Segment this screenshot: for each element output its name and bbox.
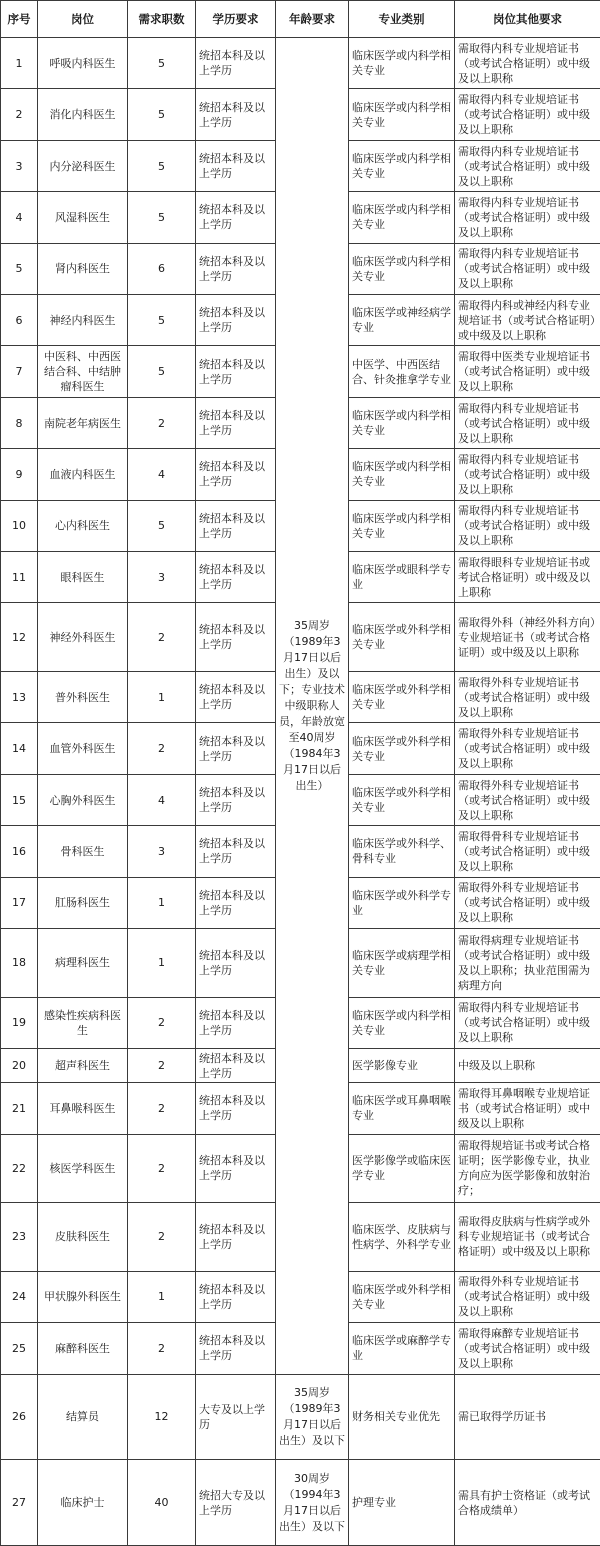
headcount: 1 — [128, 672, 196, 723]
major-req: 财务相关专业优先 — [349, 1374, 455, 1460]
major-req: 临床医学或内科学相关专业 — [349, 38, 455, 89]
education-req: 统招本科及以上学历 — [196, 672, 276, 723]
age-req: 30周岁（1994年3月17日以后出生）及以下 — [276, 1460, 349, 1546]
headcount: 2 — [128, 397, 196, 448]
header-post: 岗位 — [38, 1, 128, 38]
post-name: 血管外科医生 — [38, 723, 128, 774]
row-number: 6 — [1, 295, 38, 346]
education-req: 统招本科及以上学历 — [196, 723, 276, 774]
other-req: 需取得内科专业规培证书（或考试合格证明）或中级及以上职称 — [455, 192, 600, 243]
post-name: 结算员 — [38, 1374, 128, 1460]
major-req: 临床医学或麻醉学专业 — [349, 1323, 455, 1374]
headcount: 2 — [128, 1048, 196, 1082]
other-req: 需取得麻醉专业规培证书（或考试合格证明）或中级及以上职称 — [455, 1323, 600, 1374]
post-name: 神经内科医生 — [38, 295, 128, 346]
education-req: 统招本科及以上学历 — [196, 89, 276, 140]
headcount: 5 — [128, 346, 196, 397]
row-number: 25 — [1, 1323, 38, 1374]
post-name: 超声科医生 — [38, 1048, 128, 1082]
headcount: 5 — [128, 192, 196, 243]
row-number: 23 — [1, 1203, 38, 1272]
education-req: 统招本科及以上学历 — [196, 500, 276, 551]
headcount: 2 — [128, 1134, 196, 1203]
table-row — [1, 38, 600, 89]
header-age: 年龄要求 — [276, 1, 349, 38]
post-name: 风湿科医生 — [38, 192, 128, 243]
major-req: 临床医学或内科学相关专业 — [349, 89, 455, 140]
post-name: 病理科医生 — [38, 929, 128, 998]
row-number: 19 — [1, 997, 38, 1048]
headcount: 1 — [128, 929, 196, 998]
post-name: 肾内科医生 — [38, 243, 128, 294]
row-number: 10 — [1, 500, 38, 551]
headcount: 5 — [128, 38, 196, 89]
headcount: 2 — [128, 1203, 196, 1272]
header-no: 序号 — [1, 1, 38, 38]
major-req: 临床医学或外科学相关专业 — [349, 723, 455, 774]
other-req: 需取得外科专业规培证书（或考试合格证明）或中级及以上职称 — [455, 877, 600, 928]
education-req: 统招大专及以上学历 — [196, 1460, 276, 1546]
post-name: 皮肤科医生 — [38, 1203, 128, 1272]
other-req: 需取得外科专业规培证书（或考试合格证明）或中级及以上职称 — [455, 1271, 600, 1322]
post-name: 肛肠科医生 — [38, 877, 128, 928]
header-other: 岗位其他要求 — [455, 1, 600, 38]
headcount: 1 — [128, 877, 196, 928]
row-number: 9 — [1, 449, 38, 500]
row-number: 27 — [1, 1460, 38, 1546]
post-name: 血液内科医生 — [38, 449, 128, 500]
other-req: 需取得内科专业规培证书（或考试合格证明）或中级及以上职称 — [455, 997, 600, 1048]
post-name: 临床护士 — [38, 1460, 128, 1546]
other-req: 需取得皮肤病与性病学或外科专业规培证书（或考试合格证明）或中级及以上职称 — [455, 1203, 600, 1272]
major-req: 临床医学或外科学相关专业 — [349, 672, 455, 723]
major-req: 临床医学或耳鼻咽喉专业 — [349, 1083, 455, 1134]
row-number: 14 — [1, 723, 38, 774]
post-name: 呼吸内科医生 — [38, 38, 128, 89]
row-number: 15 — [1, 774, 38, 825]
education-req: 统招本科及以上学历 — [196, 38, 276, 89]
post-name: 麻醉科医生 — [38, 1323, 128, 1374]
headcount: 5 — [128, 500, 196, 551]
headcount: 1 — [128, 1271, 196, 1322]
header-education: 学历要求 — [196, 1, 276, 38]
other-req: 需取得内科专业规培证书（或考试合格证明）或中级及以上职称 — [455, 140, 600, 191]
education-req: 统招本科及以上学历 — [196, 449, 276, 500]
other-req: 需取得外科（神经外科方向）专业规培证书（或考试合格证明）或中级及以上职称 — [455, 603, 600, 672]
other-req: 中级及以上职称 — [455, 1048, 600, 1082]
other-req: 需取得内科专业规培证书（或考试合格证明）或中级及以上职称 — [455, 89, 600, 140]
education-req: 统招本科及以上学历 — [196, 397, 276, 448]
other-req: 需取得规培证书或考试合格证明；医学影像专业，执业方向应为医学影像和放射治疗； — [455, 1134, 600, 1203]
education-req: 统招本科及以上学历 — [196, 552, 276, 603]
post-name: 神经外科医生 — [38, 603, 128, 672]
major-req: 临床医学或外科学相关专业 — [349, 1271, 455, 1322]
education-req: 统招本科及以上学历 — [196, 997, 276, 1048]
other-req: 需已取得学历证书 — [455, 1374, 600, 1460]
major-req: 临床医学、皮肤病与性病学、外科学专业 — [349, 1203, 455, 1272]
other-req: 需具有护士资格证（或考试合格成绩单） — [455, 1460, 600, 1546]
other-req: 需取得内科专业规培证书（或考试合格证明）或中级及以上职称 — [455, 243, 600, 294]
major-req: 临床医学或内科学相关专业 — [349, 449, 455, 500]
major-req: 临床医学或眼科学专业 — [349, 552, 455, 603]
row-number: 24 — [1, 1271, 38, 1322]
headcount: 4 — [128, 449, 196, 500]
education-req: 统招本科及以上学历 — [196, 826, 276, 877]
other-req: 需取得内科专业规培证书（或考试合格证明）或中级及以上职称 — [455, 449, 600, 500]
other-req: 需取得骨科专业规培证书（或考试合格证明）或中级及以上职称 — [455, 826, 600, 877]
row-number: 1 — [1, 38, 38, 89]
education-req: 统招本科及以上学历 — [196, 1271, 276, 1322]
education-req: 统招本科及以上学历 — [196, 295, 276, 346]
major-req: 临床医学或外科学专业 — [349, 877, 455, 928]
table-row — [1, 1460, 600, 1546]
table-row — [1, 1374, 600, 1460]
other-req: 需取得病理专业规培证书（或考试合格证明）或中级及以上职称；执业范围需为病理方向 — [455, 929, 600, 998]
post-name: 南院老年病医生 — [38, 397, 128, 448]
other-req: 需取得内科专业规培证书（或考试合格证明）或中级及以上职称 — [455, 500, 600, 551]
major-req: 临床医学或内科学相关专业 — [349, 500, 455, 551]
other-req: 需取得外科专业规培证书（或考试合格证明）或中级及以上职称 — [455, 672, 600, 723]
headcount: 3 — [128, 552, 196, 603]
headcount: 2 — [128, 603, 196, 672]
education-req: 统招本科及以上学历 — [196, 877, 276, 928]
row-number: 11 — [1, 552, 38, 603]
major-req: 中医学、中西医结合、针灸推拿学专业 — [349, 346, 455, 397]
post-name: 骨科医生 — [38, 826, 128, 877]
row-number: 22 — [1, 1134, 38, 1203]
row-number: 3 — [1, 140, 38, 191]
headcount: 5 — [128, 140, 196, 191]
post-name: 普外科医生 — [38, 672, 128, 723]
headcount: 5 — [128, 89, 196, 140]
education-req: 统招本科及以上学历 — [196, 1083, 276, 1134]
major-req: 临床医学或内科学相关专业 — [349, 997, 455, 1048]
headcount: 4 — [128, 774, 196, 825]
post-name: 心内科医生 — [38, 500, 128, 551]
major-req: 医学影像学或临床医学专业 — [349, 1134, 455, 1203]
post-name: 眼科医生 — [38, 552, 128, 603]
other-req: 需取得内科专业规培证书（或考试合格证明）或中级及以上职称 — [455, 397, 600, 448]
header-count: 需求职数 — [128, 1, 196, 38]
row-number: 13 — [1, 672, 38, 723]
major-req: 临床医学或内科学相关专业 — [349, 397, 455, 448]
other-req: 需取得外科专业规培证书（或考试合格证明）或中级及以上职称 — [455, 774, 600, 825]
header-row — [1, 1, 600, 38]
table-body — [1, 38, 600, 1546]
education-req: 统招本科及以上学历 — [196, 192, 276, 243]
major-req: 临床医学或外科学相关专业 — [349, 603, 455, 672]
headcount: 40 — [128, 1460, 196, 1546]
post-name: 核医学科医生 — [38, 1134, 128, 1203]
education-req: 统招本科及以上学历 — [196, 603, 276, 672]
other-req: 需取得内科专业规培证书（或考试合格证明）或中级及以上职称 — [455, 38, 600, 89]
other-req: 需取得内科或神经内科专业规培证书（或考试合格证明）或中级及以上职称 — [455, 295, 600, 346]
education-req: 统招本科及以上学历 — [196, 140, 276, 191]
education-req: 统招本科及以上学历 — [196, 1323, 276, 1374]
headcount: 12 — [128, 1374, 196, 1460]
education-req: 统招本科及以上学历 — [196, 774, 276, 825]
post-name: 心胸外科医生 — [38, 774, 128, 825]
headcount: 2 — [128, 723, 196, 774]
major-req: 临床医学或内科学相关专业 — [349, 140, 455, 191]
other-req: 需取得耳鼻咽喉专业规培证书（或考试合格证明）或中级及以上职称 — [455, 1083, 600, 1134]
headcount: 2 — [128, 997, 196, 1048]
education-req: 统招本科及以上学历 — [196, 1134, 276, 1203]
post-name: 中医科、中西医结合科、中结肿瘤科医生 — [38, 346, 128, 397]
education-req: 大专及以上学历 — [196, 1374, 276, 1460]
other-req: 需取得眼科专业规培证书或考试合格证明）或中级及以上职称 — [455, 552, 600, 603]
major-req: 临床医学或外科学、骨科专业 — [349, 826, 455, 877]
row-number: 17 — [1, 877, 38, 928]
major-req: 临床医学或内科学相关专业 — [349, 243, 455, 294]
headcount: 5 — [128, 295, 196, 346]
other-req: 需取得中医类专业规培证书（或考试合格证明）或中级及以上职称 — [455, 346, 600, 397]
row-number: 26 — [1, 1374, 38, 1460]
row-number: 20 — [1, 1048, 38, 1082]
row-number: 7 — [1, 346, 38, 397]
row-number: 4 — [1, 192, 38, 243]
education-req: 统招本科及以上学历 — [196, 346, 276, 397]
education-req: 统招本科及以上学历 — [196, 243, 276, 294]
header-major: 专业类别 — [349, 1, 455, 38]
headcount: 6 — [128, 243, 196, 294]
post-name: 消化内科医生 — [38, 89, 128, 140]
education-req: 统招本科及以上学历 — [196, 929, 276, 998]
post-name: 耳鼻喉科医生 — [38, 1083, 128, 1134]
row-number: 8 — [1, 397, 38, 448]
major-req: 临床医学或病理学相关专业 — [349, 929, 455, 998]
row-number: 5 — [1, 243, 38, 294]
post-name: 甲状腺外科医生 — [38, 1271, 128, 1322]
headcount: 2 — [128, 1083, 196, 1134]
age-req: 35周岁（1989年3月17日以后出生）及以下 — [276, 1374, 349, 1460]
post-name: 内分泌科医生 — [38, 140, 128, 191]
age-req: 35周岁（1989年3月17日以后出生）及以下；专业技术中级职称人员，年龄放宽至40周岁（1984年3月17日以后出生） — [276, 38, 349, 1375]
major-req: 临床医学或外科学相关专业 — [349, 774, 455, 825]
major-req: 护理专业 — [349, 1460, 455, 1546]
post-name: 感染性疾病科医生 — [38, 997, 128, 1048]
major-req: 临床医学或内科学相关专业 — [349, 192, 455, 243]
major-req: 临床医学或神经病学专业 — [349, 295, 455, 346]
education-req: 统招本科及以上学历 — [196, 1048, 276, 1082]
major-req: 医学影像专业 — [349, 1048, 455, 1082]
other-req: 需取得外科专业规培证书（或考试合格证明）或中级及以上职称 — [455, 723, 600, 774]
row-number: 21 — [1, 1083, 38, 1134]
row-number: 16 — [1, 826, 38, 877]
row-number: 18 — [1, 929, 38, 998]
headcount: 3 — [128, 826, 196, 877]
row-number: 2 — [1, 89, 38, 140]
education-req: 统招本科及以上学历 — [196, 1203, 276, 1272]
row-number: 12 — [1, 603, 38, 672]
headcount: 2 — [128, 1323, 196, 1374]
